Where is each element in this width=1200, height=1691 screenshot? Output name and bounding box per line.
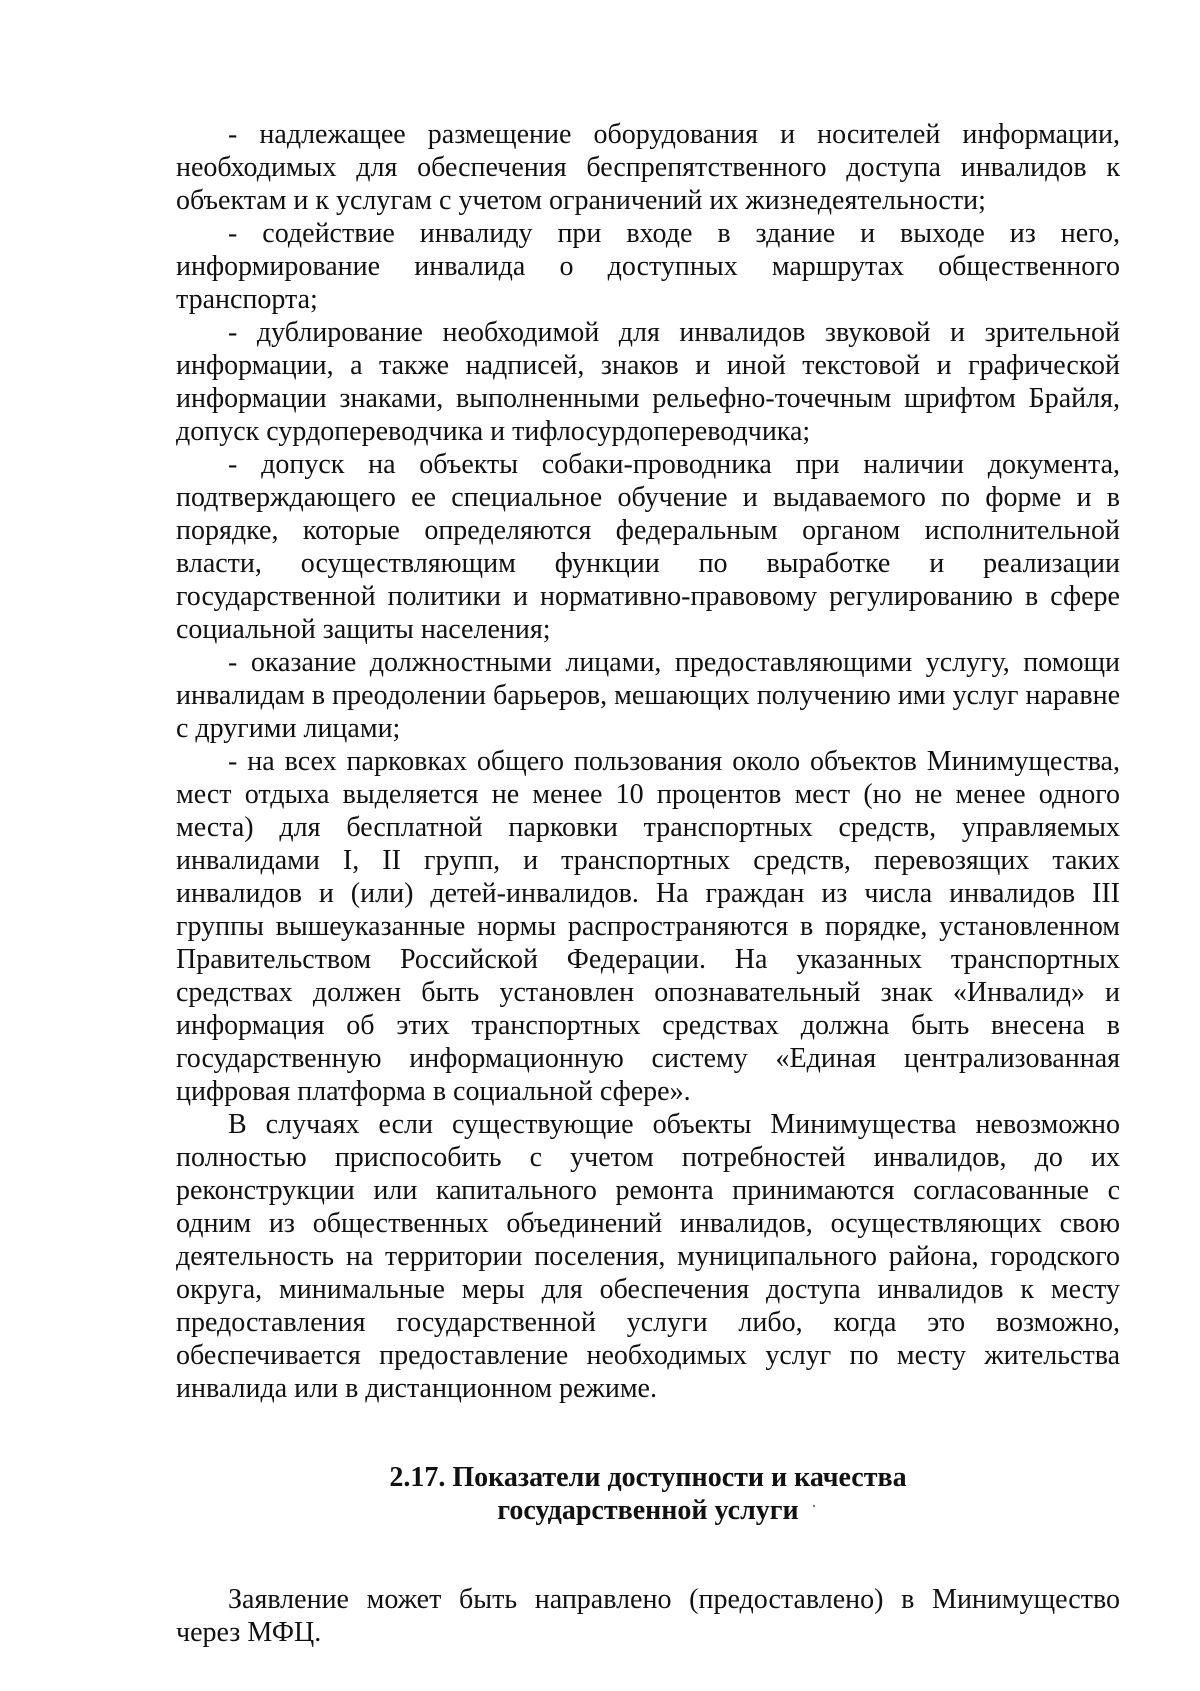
paragraph-information-duplication: - дублирование необходимой для инвалидов звуковой и зрительной информации, а также надписей, знаков и иной текстовой и графической информации знаками, выполненными рельефно-точечным шрифтом Брайля, допуск сурдопереводчика и тифлосурдопереводчика; <box>176 317 1120 447</box>
scan-speck <box>813 1505 815 1507</box>
document-body <box>176 118 1120 1649</box>
paragraph-guide-dog-access: - допуск на объекты собаки-проводника при наличии документа, подтверждающего ее специальное обучение и выдаваемого по форме и в порядке, которые определяются федеральным органом исполнительной власти, осуществляющим функции по выработке и реализации государственной политики и нормативно-правовому регулированию в сфере социальной защиты населения; <box>176 449 1120 645</box>
section-heading-line-2: государственной услуги <box>497 1495 799 1526</box>
section-heading-line-1: 2.17. Показатели доступности и качества <box>389 1462 907 1493</box>
section-heading <box>176 1461 1120 1527</box>
paragraph-staff-assistance: - оказание должностными лицами, предоставляющими услугу, помощи инвалидам в преодолении барьеров, мешающих получению ими услуг наравне с другими лицами; <box>176 647 1120 744</box>
paragraph-entry-assistance: - содействие инвалиду при входе в здание и выходе из него, информирование инвалида о доступных маршрутах общественного транспорта; <box>176 218 1120 315</box>
paragraph-adaptation-cases: В случаях если существующие объекты Минимущества невозможно полностью приспособить с учетом потребностей инвалидов, до их реконструкции или капитального ремонта принимаются согласованные с одним из общественных объединений инвалидов, осуществляющих свою деятельность на территории поселения, муниципального района, городского округа, минимальные меры для обеспечения доступа инвалидов к месту предоставления государственной услуги либо, когда это возможно, обеспечивается предоставление необходимых услуг по месту жительства инвалида или в дистанционном режиме. <box>176 1109 1120 1404</box>
paragraph-equipment-placement: - надлежащее размещение оборудования и носителей информации, необходимых для обеспечения беспрепятственного доступа инвалидов к объектам и к услугам с учетом ограничений их жизнедеятельности; <box>176 119 1120 216</box>
paragraph-application-submission: Заявление может быть направлено (предоставлено) в Минимущество через МФЦ. <box>176 1584 1120 1648</box>
paragraph-parking: - на всех парковках общего пользования около объектов Минимущества, мест отдыха выделяется не менее 10 процентов мест (но не менее одного места) для бесплатной парковки транспортных средств, управляемых инвалидами I, II групп, и транспортных средств, перевозящих таких инвалидов и (или) детей-инвалидов. На граждан из числа инвалидов III группы вышеуказанные нормы распространяются в порядке, установленном Правительством Российской Федерации. На указанных транспортных средствах должен быть установлен опознавательный знак «Инвалид» и информация об этих транспортных средствах должна быть внесена в государственную информационную систему «Единая централизованная цифровая платформа в социальной сфере». <box>176 746 1120 1107</box>
